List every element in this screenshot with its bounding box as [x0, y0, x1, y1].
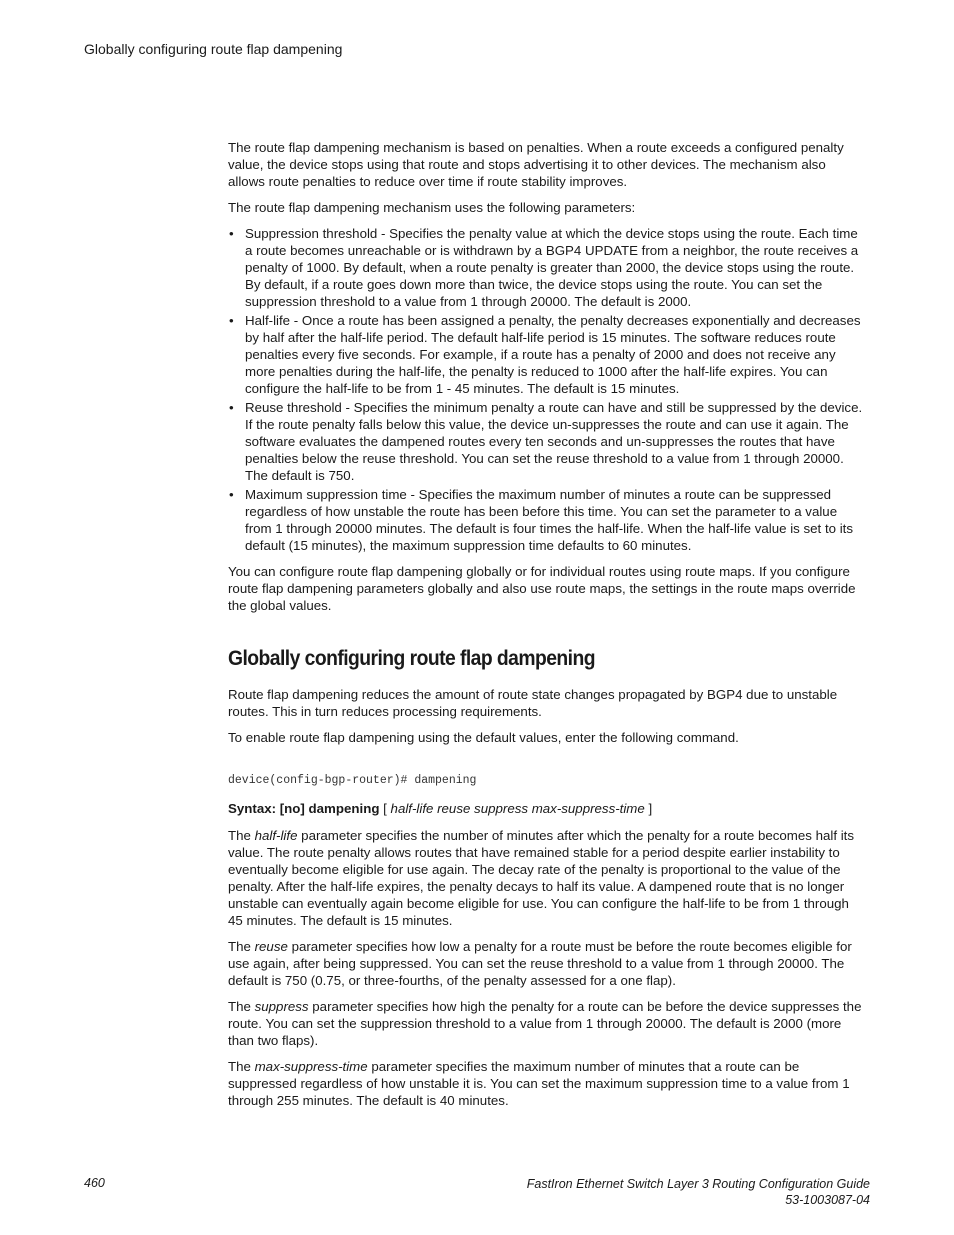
syntax-bracket-open: [ [379, 801, 391, 816]
text-run: parameter specifies the number of minutes after which the penalty for a route becomes half its value. The route penalty allows routes that have remained stable for a period despite earlier instability to eventually become eligible for use again. The decay rate of the penalty is proportional to the value of the penalty. After the half-life expires, the penalty decays to half its value. A dampened route that is no longer unstable can eventually again become eligible for use. You can configure the half-life to be from 1 through 45 minutes. The default is 15 minutes. [228, 828, 855, 928]
list-item: • Maximum suppression time - Specifies the maximum number of minutes a route can be suppressed regardless of how unstable the route has been before this time. You can set the parameter to a value from 1 through 20000 minutes. The default is four times the half-life. When the half-life value is set to its default (15 minutes), the maximum suppression time defaults to 60 minutes. [228, 486, 866, 554]
section-paragraph-1: Route flap dampening reduces the amount of route state changes propagated by BGP4 due to unstable routes. This in turn reduces processing requirements. [228, 687, 838, 719]
list-item: • Half-life - Once a route has been assigned a penalty, the penalty decreases exponentially and decreases by half after the half-life period. The default half-life period is 15 minutes. The software reduces route penalties every five seconds. For example, if a route has a penalty of 2000 and does not receive any more penalties during the half-life, the penalty is reduced to 1000 after the half-life expires. You can configure the half-life to be from 1 - 45 minutes. The default is 15 minutes. [228, 312, 866, 397]
syntax-line [228, 800, 866, 817]
parameter-list [228, 225, 866, 554]
main-content [228, 139, 866, 1118]
text-run: The [228, 828, 255, 843]
param-term: reuse [254, 939, 288, 954]
doc-title: FastIron Ethernet Switch Layer 3 Routing Configuration Guide [526, 1177, 870, 1191]
text-run: parameter specifies how low a penalty for a route must be before the route becomes eligible for use again, after being suppressed. You can set the reuse threshold to a value from 1 through 20000. The default is 750 (0.75, or three-fourths, of the penalty assessed for a one flap). [228, 939, 852, 988]
running-header: Globally configuring route flap dampening [84, 41, 343, 57]
text-run: The [228, 1059, 255, 1074]
param-description-max-suppress-time [228, 1058, 866, 1109]
doc-number: 53-1003087-04 [785, 1193, 870, 1207]
syntax-bracket-close: ] [644, 801, 653, 816]
command-example: device(config-bgp-router)# dampening [228, 774, 477, 787]
syntax-params: half-life reuse suppress max-suppress-time [390, 801, 645, 816]
param-description-half-life [228, 827, 866, 929]
param-term: suppress [254, 999, 309, 1014]
text-run: The [228, 939, 255, 954]
list-item: • Reuse threshold - Specifies the minimum penalty a route can have and still be suppressed by the device. If the route penalty falls below this value, the device un-suppresses the route and can use it again. The software evaluates the dampened routes every ten seconds and un-suppresses the routes that have penalties below the reuse threshold. You can set the reuse threshold to a value from 1 through 20000. The default is 750. [228, 399, 866, 484]
text-run: The [228, 999, 255, 1014]
param-term: half-life [254, 828, 298, 843]
list-item: • Suppression threshold - Specifies the penalty value at which the device stops using the route. Each time a route becomes unreachable or is withdrawn by a BGP4 UPDATE from a neighbor, the route receives a penalty of 1000. By default, when a route penalty is greater than 2000, the device stops using the route. By default, if a route goes down more than twice, the device stops using the route. You can set the suppression threshold to a value from 1 through 20000. The default is 2000. [228, 225, 866, 310]
param-description-suppress [228, 998, 866, 1049]
page-number: 460 [84, 1176, 105, 1190]
intro-paragraph-3: You can configure route flap dampening globally or for individual routes using route maps. If you configure route flap dampening parameters globally and also use route maps, the settings in the route maps override the global values. [228, 564, 856, 613]
param-term: max-suppress-time [254, 1059, 368, 1074]
syntax-label: Syntax: [no] dampening [228, 801, 380, 816]
intro-paragraph-1: The route flap dampening mechanism is based on penalties. When a route exceeds a configured penalty value, the device stops using that route and stops advertising it to other devices. The mechanism also allows route penalties to reduce over time if route stability improves. [228, 140, 844, 189]
section-paragraph-2: To enable route flap dampening using the default values, enter the following command. [228, 730, 739, 745]
footer-doc-info [527, 1176, 870, 1208]
section-title: Globally configuring route flap dampening [228, 647, 596, 670]
intro-paragraph-2: The route flap dampening mechanism uses the following parameters: [228, 200, 636, 215]
text-run: parameter specifies how high the penalty for a route can be before the device suppresses the route. You can set the suppression threshold to a value from 1 through 20000. The default is 2000 (more than two flaps). [228, 999, 862, 1048]
text-run: parameter specifies the maximum number of minutes that a route can be suppressed regardless of how unstable it is. You can set the maximum suppression time to a value from 1 through 255 minutes. The default is 40 minutes. [228, 1059, 850, 1108]
param-description-reuse [228, 938, 866, 989]
